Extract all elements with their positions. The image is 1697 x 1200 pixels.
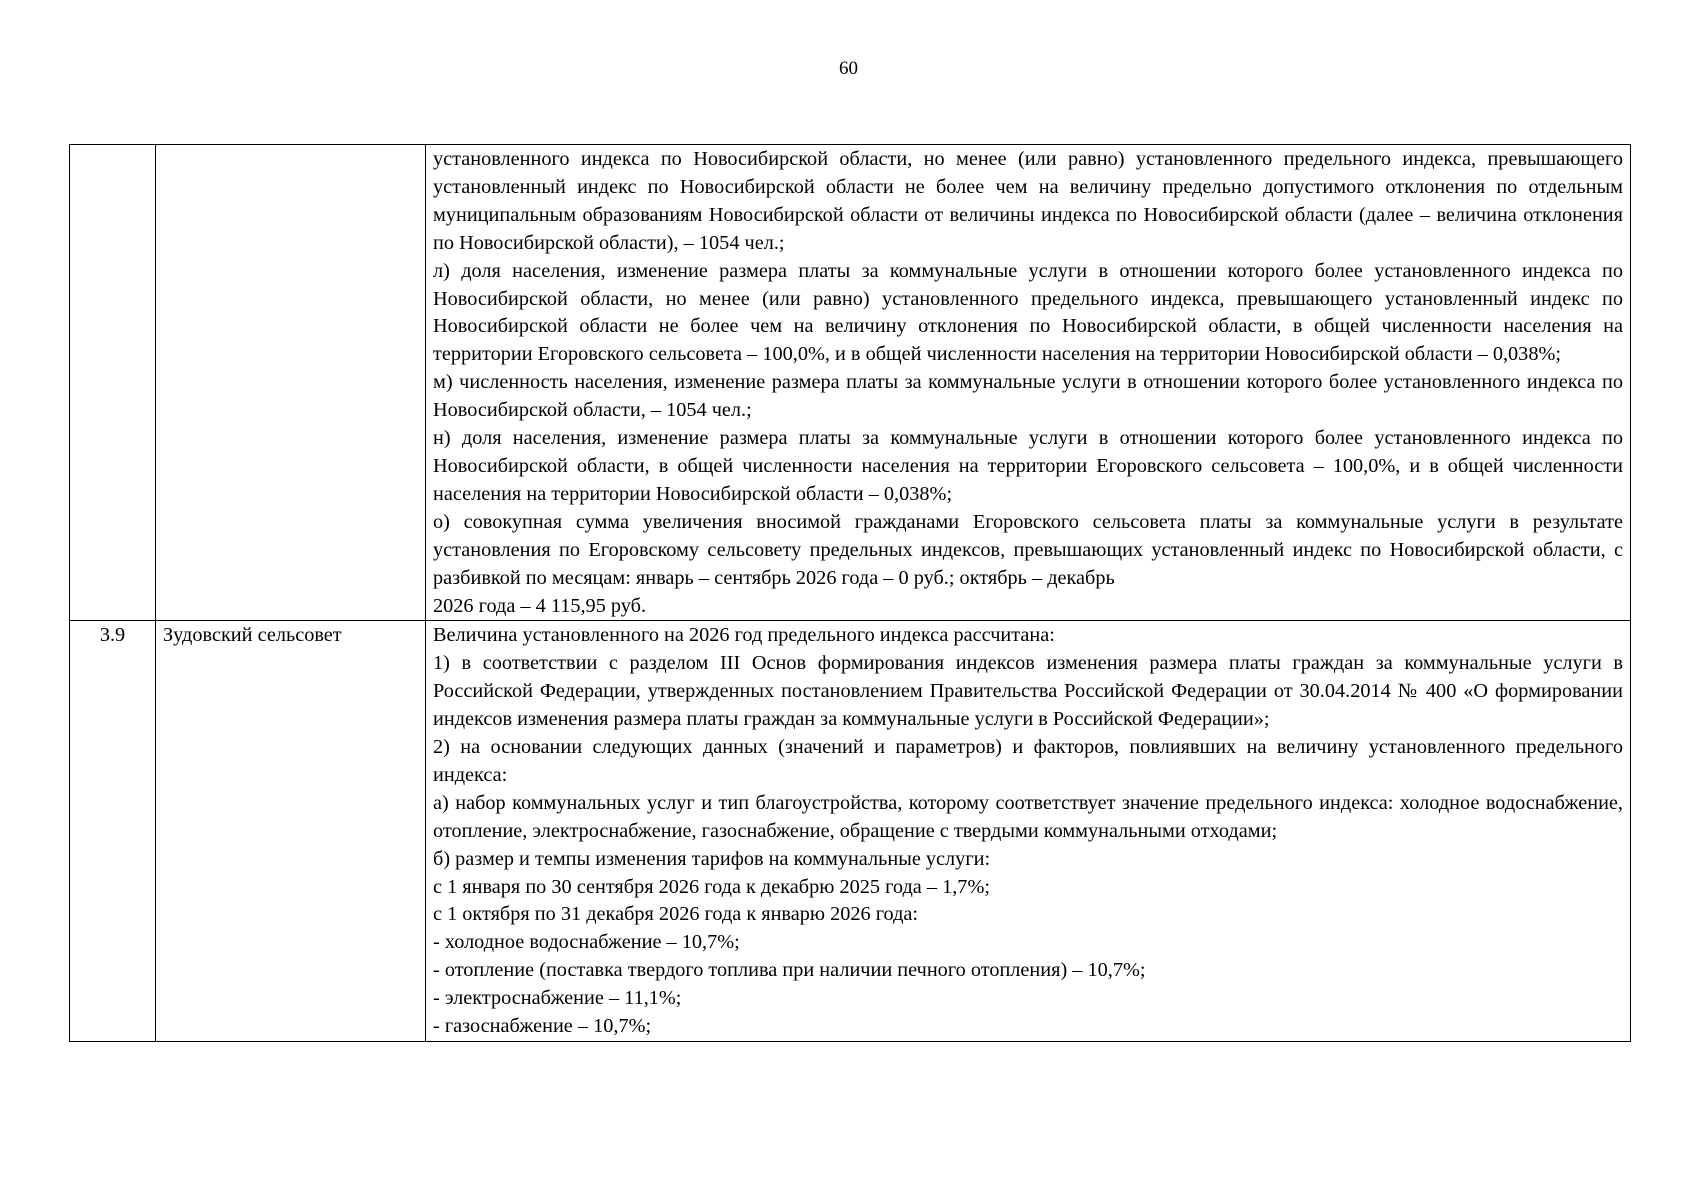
municipality-name-cell: Зудовский сельсовет — [156, 621, 426, 1042]
table-row — [70, 145, 1631, 621]
municipality-name-cell — [156, 145, 426, 621]
paragraph: - газоснабжение – 10,7%; — [433, 1015, 652, 1038]
document-table — [69, 144, 1631, 1042]
paragraph: - холодное водоснабжение – 10,7%; — [433, 931, 740, 954]
page-number: 60 — [839, 58, 858, 79]
paragraph: 2026 года – 4 115,95 руб. — [433, 594, 647, 617]
paragraph: 1) в соответствии с разделом III Основ формирования индексов изменения размера платы граждан за коммунальные услуги в Российской Федерации, утвержденных постановлением Правительства Российской Федерации от 30.04.2014 № 400 «О формировании индексов изменения размера платы граждан за коммунальные услуги в Российской Федерации»; — [433, 652, 1623, 731]
paragraph: м) численность населения, изменение размера платы за коммунальные услуги в отношении которого более установленного индекса по Новосибирской области, – 1054 чел.; — [433, 371, 1623, 422]
paragraph: н) доля населения, изменение размера платы за коммунальные услуги в отношении которого более установленного индекса по Новосибирской области, в общей численности населения на территории Егоровского сельсовета – 100,0%, и в общей численности населения на территории Новосибирской области – 0,038%; — [433, 427, 1623, 505]
paragraph: с 1 октября по 31 декабря 2026 года к январю 2026 года: — [433, 903, 919, 926]
paragraph: Величина установленного на 2026 год предельного индекса рассчитана: — [433, 624, 1055, 647]
row-number-cell: 3.9 — [70, 621, 156, 1042]
description-cell — [426, 621, 1631, 1042]
description-cell — [426, 145, 1631, 621]
paragraph: л) доля населения, изменение размера платы за коммунальные услуги в отношении которого более установленного индекса по Новосибирской области, но менее (или равно) установленного предельного индекса, превышающего установленный индекс по Новосибирской области не более чем на величину отклонения по Новосибирской области, в общей численности населения на территории Егоровского сельсовета – 100,0%, и в общей численности населения на территории Новосибирской области – 0,038%; — [433, 259, 1623, 366]
paragraph: а) набор коммунальных услуг и тип благоустройства, которому соответствует значение предельного индекса: холодное водоснабжение, отопление, электроснабжение, газоснабжение, обращение с твердыми коммунальными отходами; — [433, 791, 1623, 842]
paragraph: - электроснабжение – 11,1%; — [433, 987, 682, 1010]
paragraph: о) совокупная сумма увеличения вносимой гражданами Егоровского сельсовета платы за коммунальные услуги в результате установления по Егоровскому сельсовету предельных индексов, превышающих установленный индекс по Новосибирской области, с разбивкой по месяцам: январь – сентябрь 2026 года – 0 руб.; октябрь – декабрь — [433, 510, 1623, 589]
table-row — [70, 621, 1631, 1042]
paragraph: установленного индекса по Новосибирской области, но менее (или равно) установленного предельного индекса, превышающего установленный индекс по Новосибирской области не более чем на величину предельно допустимого отклонения по отдельным муниципальным образованиям Новосибирской области от величины индекса по Новосибирской области (далее – величина отклонения по Новосибирской области), – 1054 чел.; — [433, 148, 1623, 254]
paragraph: - отопление (поставка твердого топлива при наличии печного отопления) – 10,7%; — [433, 959, 1146, 982]
paragraph: б) размер и темпы изменения тарифов на коммунальные услуги: — [433, 847, 991, 870]
paragraph: 2) на основании следующих данных (значений и параметров) и факторов, повлиявших на величину установленного предельного индекса: — [433, 736, 1623, 786]
paragraph: с 1 января по 30 сентября 2026 года к декабрю 2025 года – 1,7%; — [433, 875, 990, 898]
row-number-cell — [70, 145, 156, 621]
